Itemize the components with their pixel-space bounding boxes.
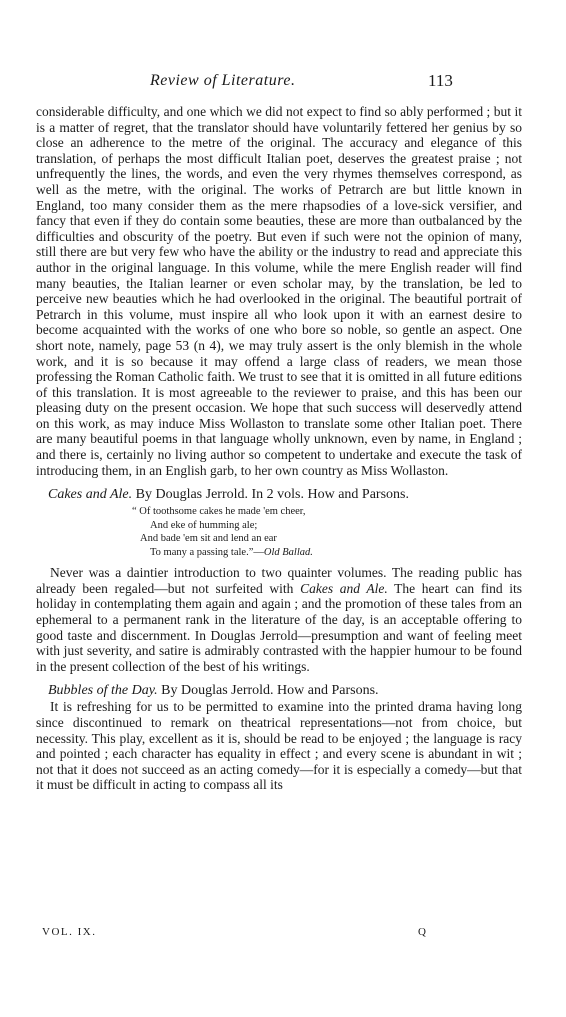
page-number: 113 xyxy=(428,71,453,90)
paragraph-continuation: considerable difficulty, and one which we did not expect to find so ably performed ; but it is a matter of regret, that the translator should have voluntarily fettered her genius by so close an adherence to the metre of the original. The accuracy and elegance of this translation, of perhaps the most difficult Italian poet, deserves the greatest praise ; not unfrequently the lines, the words, and even the very rhymes themselves correspond, as well as the metre, with the original. The works of Petrarch are but little known in England, too many consider them as the mere rhapsodies of a love-sick versifier, and fancy that even if they do contain some beauties, these are more than outbalanced by the difficulties and obscurity of the poetry. But even if such were not the opinion of many, still there are but very few who have the ability or the industry to read and appreciate this author in the original language. In this volume, while the mere English reader will find many beauties, the Italian learner or even scholar may, by the translation, be led to perceive new beauties which he had overlooked in the original. The beautiful portrait of Petrarch in this volume, must inspire all who look upon it with an earnest desire to become acquainted with the works of one who bore so noble, so gentle an aspect. One short note, namely, page 53 (n 4), we may truly assert is the only blemish in the whole work, and it is so because it may offend a large class of readers, we mean those professing the Roman Catholic faith. We trust to see that it is omitted in all future editions of this translation. It is most agreeable to the reviewer to praise, and this has been our pleasing duty on the present occasion. We hope that such success will deservedly attend on this work, as may induce Miss Wollaston to translate some other Italian poet. There are many beautiful poems in that language wholly unknown, even by name, in England ; and there is, certainly no living author so competent to undertake and execute the task of introducing them, in an English garb, to her own country as Miss Wollaston. xyxy=(36,104,522,478)
epigraph-line: “ Of toothsome cakes he made 'em cheer, xyxy=(132,506,306,518)
page-header xyxy=(0,72,566,96)
review-inline-title: Cakes and Ale. xyxy=(300,580,388,596)
review-text: Never was a daintier introduction to two quainter volumes. The reading public has already been regaled—but not surfeited with xyxy=(36,565,522,596)
epigraph-line: To many a passing tale.”— xyxy=(150,546,264,558)
epigraph-line: And bade 'em sit and lend an ear xyxy=(140,533,277,545)
review-heading-cakes-and-ale xyxy=(36,486,522,503)
running-title: Review of Literature. xyxy=(150,72,296,89)
epigraph-line-with-source xyxy=(132,546,522,560)
review-byline: By Douglas Jerrold. In 2 vols. How and Parsons. xyxy=(132,487,409,503)
review-body-cakes-and-ale xyxy=(36,565,522,674)
volume-signature: VOL. IX. xyxy=(42,926,97,938)
sheet-mark: Q xyxy=(418,926,426,938)
review-body-bubbles-of-the-day: It is refreshing for us to be permitted to examine into the printed drama having long since discontinued to remark on theatrical representations—not from choice, but necessity. This play, excellent as it is, should be read to be enjoyed ; the language is racy and pointed ; each character has equality in effect ; and every scene is abundant in wit ; not that it does not succeed as an acting comedy—for it is especially a comedy—but that it must be difficult in acting to compass all its xyxy=(36,699,522,793)
epigraph xyxy=(36,505,522,559)
body-text xyxy=(36,104,522,793)
review-byline: By Douglas Jerrold. How and Parsons. xyxy=(157,683,379,699)
epigraph-line: And eke of humming ale; xyxy=(150,519,258,531)
epigraph-source: Old Ballad. xyxy=(263,546,313,558)
review-heading-bubbles-of-the-day xyxy=(36,682,522,699)
review-title: Cakes and Ale. xyxy=(48,487,133,503)
review-title: Bubbles of the Day. xyxy=(48,683,158,699)
page-footer xyxy=(0,926,566,942)
review-text: The heart can find its holiday in contemplating them again and again ; and the promotion of these tales from an ephemeral to a permanent rank in the literature of the day, is an acceptable offering to good taste and discernment. In Douglas Jerrold—presumption and want of feeling meet with just severity, and satire is admirably contrasted with the happier humour to be found in the present collection of the best of his writings. xyxy=(36,580,522,674)
